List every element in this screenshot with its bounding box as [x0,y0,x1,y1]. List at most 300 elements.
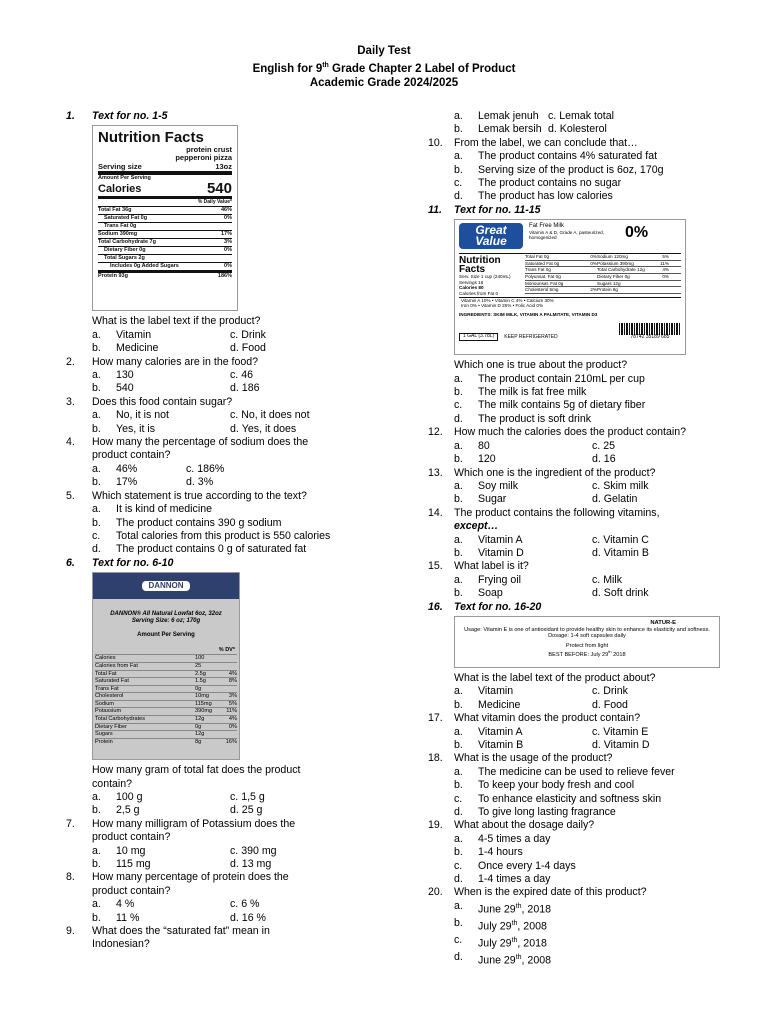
q13-option-b[interactable]: Sugar [478,493,507,506]
opt-letter: d. [230,804,239,817]
q6-option-b[interactable]: 2,5 g [116,804,140,817]
opt-letter: d. [230,422,239,435]
q7-option-b[interactable]: 115 mg [116,857,151,870]
academic-year: Academic Grade 2024/2025 [309,76,459,89]
question-2 [66,356,366,369]
q13-options [454,480,728,507]
q10-option-c[interactable]: The product contains no sugar [478,177,622,190]
opt-letter: c. [592,573,601,586]
q1-option-a[interactable]: Vitamin [116,328,152,341]
nf-calories-label: Calories [98,183,142,196]
q2-option-a[interactable]: 130 [116,369,134,382]
q16-option-a[interactable]: Vitamin [478,685,514,698]
opt-letter: b. [92,516,101,529]
subtitle-sup: th [322,61,329,69]
question-10 [428,137,728,150]
milk-cell: Total Fat 0g [525,254,550,260]
dannon-serving: Serving Size: 6 oz; 170g [131,618,201,625]
dannon-row-amount: 390mg [195,708,213,715]
text-heading: Text for no. 1-5 [92,110,168,122]
question-1 [92,315,366,328]
q-num: 15. [428,560,443,573]
q5-option-a[interactable]: It is kind of medicine [116,503,212,516]
q18-options [454,766,728,820]
nf-row-value: 17% [220,231,232,238]
q-num: 4. [66,436,75,449]
q4-option-c[interactable]: 186% [197,462,225,475]
nf-product: protein crust pepperoni pizza [175,145,232,163]
q17-option-a[interactable]: Vitamin A [478,725,523,738]
opt-letter: b. [92,382,101,395]
dannon-row-name: Calories from Fat [95,662,138,669]
q11-option-d[interactable]: The product is soft drink [478,412,592,425]
dannon-row-amount: 8g [195,738,202,745]
dannon-row [95,715,237,723]
opt-letter: c. [230,790,239,803]
test-header [0,44,768,90]
opt-letter: d. [454,806,463,819]
q-num: 16. [428,600,443,613]
q6-text: How many gram of total fat does the product contain? [92,764,301,790]
q8-option-b[interactable]: 11 % [116,911,140,924]
q4-option-d[interactable]: 3% [197,476,214,489]
q9-option-d[interactable]: Kolesterol [559,123,607,136]
q1-text: What is the label text if the product? [92,315,261,328]
dannon-row-dv: 0% [228,723,237,730]
milk-cell: 2% [590,287,597,293]
nutrition-label-milk [454,219,686,355]
milk-serv: Serv. Size 1 cup (240mL) [459,274,511,280]
nf-row-name: Total Fat 36g [98,207,132,214]
opt-letter: b. [454,779,463,792]
q7-option-d[interactable]: 13 mg [241,857,272,870]
q14-option-d[interactable]: Vitamin B [603,546,649,559]
q3-option-d[interactable]: Yes, it does [241,422,297,435]
q15-options [454,574,728,601]
q4-options [92,463,366,490]
q-num: 9. [66,925,75,937]
q13-option-a[interactable]: Soy milk [478,479,519,492]
q13-option-c[interactable]: Skim milk [603,479,649,492]
nf-row [98,222,232,230]
q6-option-a[interactable]: 100 g [116,790,143,803]
opt-letter: d. [454,190,463,203]
q6-option-c[interactable]: 1,5 g [241,790,265,803]
q8-options [92,898,366,925]
opt-letter: a. [454,899,463,912]
opt-letter: c. [454,859,463,872]
milk-zero-pct: 0% [625,224,649,242]
question-15 [428,560,728,573]
q20-options [454,900,728,968]
q8-option-d[interactable]: 16 % [241,911,266,924]
q16-option-b[interactable]: Medicine [478,698,521,711]
q1-option-b[interactable]: Medicine [116,342,159,355]
q20-option-c[interactable] [478,934,547,951]
question-19 [428,819,728,832]
q4-option-a[interactable]: 46% [116,462,138,475]
opt-letter: c. [230,369,239,382]
q20-option-d[interactable] [478,951,551,968]
milk-cell: Saturated Fat 0g [525,260,560,266]
opt-letter: d. [230,382,239,395]
q-num: 11. [428,203,442,216]
question-1-heading [66,110,366,123]
opt-letter: d. [592,698,601,711]
dannon-row-amount: 2.5g [195,670,206,677]
q18-option-d[interactable]: To give long lasting fragrance [478,806,616,819]
q7-option-c[interactable]: 390 mg [241,844,277,857]
q11-option-c[interactable]: The milk contains 5g of dietary fiber [478,399,646,412]
q8-option-a[interactable]: 4 % [116,898,135,911]
text-heading: Text for no. 16-20 [454,600,542,613]
dannon-row-name: Dietary Fiber [95,723,128,730]
dannon-row [95,692,237,700]
text-heading: Text for no. 6-10 [92,556,174,569]
opt-letter: c. [592,533,601,546]
opt-letter: a. [454,573,463,586]
nf-row [98,270,232,280]
q16-option-c[interactable]: Drink [603,685,628,698]
opt-letter: a. [454,439,463,452]
dannon-row-dv [221,663,237,670]
vite-best-sup: th [608,649,612,655]
dannon-row [95,685,237,693]
opt-letter: c. [454,792,463,805]
text-heading: Text for no. 11-15 [454,203,541,216]
opt-letter: c. [230,409,239,422]
opt-letter: b. [92,857,101,870]
dannon-row-name: Calories [95,655,116,662]
dannon-row-dv: 11% [226,708,237,715]
milk-cell [653,281,669,287]
vitamin-e-label [454,616,720,668]
left-column [66,110,366,952]
q-num: 14. [428,506,443,519]
test-subtitle [0,59,768,76]
nf-calories-value: 540 [206,180,232,198]
dannon-row [95,662,237,670]
question-14 [428,507,728,534]
q-num: 10. [428,136,443,149]
milk-title-1: Nutrition [459,255,501,267]
dannon-row-dv: 8% [228,678,237,685]
vite-dosage: Dosage: 1-4 soft capsules daily [548,633,626,640]
q19-option-a[interactable]: 4-5 times a day [478,832,551,845]
nf-serving-value: 13oz [215,162,232,172]
opt-letter: d. [548,123,557,136]
opt-sup: th [511,936,518,944]
q3-option-b[interactable]: Yes, it is [116,422,156,435]
vite-usage: Usage: Vitamin E is one of antioxidant to provide healthy skin to enhance its elasticity and softness. [464,626,710,633]
q14-option-b[interactable]: Vitamin D [478,546,524,559]
q3-text: Does this food contain sugar? [92,395,233,408]
q5-option-d[interactable]: The product contains 0 g of saturated fat [116,543,307,556]
nf-row-name: Dietary Fiber 0g [104,247,146,254]
q12-option-b[interactable]: 120 [478,453,496,466]
q9-options [454,110,728,137]
dannon-row [95,707,237,715]
q12-options [454,440,728,467]
q16-option-d[interactable]: Food [603,698,628,711]
opt-letter: d. [230,911,239,924]
q16-text: What is the label text of the product about? [454,671,656,684]
question-16 [454,672,728,685]
milk-iron [459,303,681,309]
q19-option-d[interactable]: 1-4 times a day [478,873,551,886]
milk-cell: Sodium 120mg [597,254,628,260]
nutrition-label-dannon [92,572,240,760]
opt-letter: b. [454,846,463,859]
logo-word-1: Great [475,223,507,238]
milk-cell: Dietary Fiber 0g [597,274,630,280]
q18-text: What is the usage of the product? [454,752,613,765]
dannon-row-dv: 4% [228,670,237,677]
nf-row-value: 3% [224,239,232,246]
q12-option-d[interactable]: 16 [603,453,616,466]
q20-option-a[interactable] [478,900,551,917]
dannon-amount: Amount Per Serving [137,631,195,638]
q11-option-b[interactable]: The milk is fat free milk [478,386,587,399]
dannon-row-name: Total Fat [95,670,117,677]
dannon-row-amount: 25 [195,662,202,669]
nf-row-value: 186% [217,273,232,280]
opt-letter: a. [454,150,463,163]
milk-cell: Potassium 390mg [597,260,634,266]
opt-letter: b. [454,386,463,399]
q10-option-b[interactable]: Serving size of the product is 6oz, 170g [478,163,664,176]
q2-option-d[interactable]: 186 [241,382,260,395]
dannon-row-dv: 5% [228,700,237,707]
milk-row [525,274,681,281]
q15-option-a[interactable]: Frying oil [478,573,521,586]
dannon-row-name: Cholesterol [95,693,124,700]
q9-option-b[interactable]: Lemak bersih [478,123,542,136]
q-num: 19. [428,819,443,832]
q14-option-c[interactable]: Vitamin C [603,533,649,546]
q10-option-a[interactable]: The product contains 4% saturated fat [478,150,658,163]
q13-option-d[interactable]: Gelatin [603,493,638,506]
dannon-row-amount: 10mg [195,693,209,700]
q17-option-d[interactable]: Vitamin D [603,739,650,751]
milk-row [525,261,681,268]
q4-text: How many the percentage of sodium does the product contain? [92,436,309,462]
nf-calories [98,182,232,199]
q11-option-a[interactable]: The product contain 210mL per cup [478,372,645,385]
nf-row [98,246,232,254]
opt-letter: c. [592,725,601,738]
dannon-row [95,738,237,746]
right-column [428,110,728,968]
milk-cell: Protein 8g [597,287,618,293]
vite-protect: Protect from light [565,642,609,649]
opt-year: , 2008 [521,954,552,967]
opt-letter: c. [92,529,101,542]
q14-except: except… [454,520,499,533]
q12-text: How much the calories does the product contain? [454,426,687,439]
nf-row-name: Protein 93g [98,273,128,280]
nf-row-name: Total Sugars 2g [104,255,145,262]
milk-cell: Polyunsat. Fat 0g [525,274,561,280]
question-12 [428,426,728,439]
opt-letter: b. [92,422,101,435]
milk-cell: 4% [662,267,669,273]
opt-letter: b. [454,739,463,751]
nf-row-value: 0% [224,215,232,222]
opt-letter: d. [592,739,601,751]
q17-options [454,726,728,753]
q18-option-c[interactable]: To enhance elasticity and softness skin [478,792,662,805]
q9-option-c[interactable]: Lemak total [559,110,614,122]
q17-option-b[interactable]: Vitamin B [478,739,524,751]
nf-amount: Amount Per Serving [98,175,151,182]
dannon-row [95,730,237,738]
opt-date: July 29 [478,937,512,950]
dannon-row [95,670,237,678]
q10-text: From the label, we can conclude that… [454,136,638,149]
q-num: 7. [66,817,75,830]
q19-options [454,833,728,887]
q6-option-d[interactable]: 25 g [241,804,263,817]
q5-option-c[interactable]: Total calories from this product is 550 calories [116,529,331,542]
milk-desc [529,223,615,241]
milk-cell: 0% [590,254,597,260]
dannon-row-name: Potassium [95,708,122,715]
milk-row [525,281,681,288]
opt-letter: b. [92,476,101,489]
opt-letter: a. [92,369,101,382]
q5-option-b[interactable]: The product contains 390 g sodium [116,516,282,529]
opt-date: June 29 [478,954,516,967]
opt-letter: a. [454,533,463,546]
nf-row [98,238,232,246]
opt-letter: c. [454,933,463,946]
milk-cell: 11% [660,260,669,266]
dannon-row-name: Trans Fat [95,685,119,692]
q11-text: Which one is true about the product? [454,359,628,372]
q17-option-c[interactable]: Vitamin E [603,725,649,738]
q3-option-c[interactable]: No, it does not [241,409,310,422]
q20-option-b[interactable] [478,917,547,934]
opt-letter: c. [230,328,239,341]
q13-text: Which one is the ingredient of the product? [454,466,656,479]
q3-option-a[interactable]: No, it is not [116,409,169,422]
dannon-logo: DANNON [142,581,189,590]
milk-keep: KEEP REFRIGERATED [504,334,558,341]
opt-sup: th [515,953,522,961]
q10-option-d[interactable]: The product has low calories [478,190,613,203]
q9-option-a[interactable]: Lemak jenuh [478,110,539,122]
opt-letter: a. [92,462,101,475]
milk-rows [525,254,681,296]
q18-option-b[interactable]: To keep your body fresh and cool [478,779,635,792]
opt-letter: d. [186,476,195,489]
q19-option-b[interactable]: 1-4 hours [478,846,523,859]
opt-letter: c. [592,439,601,452]
opt-letter: c. [186,462,195,475]
opt-letter: c. [230,898,239,911]
q2-options [92,369,366,396]
opt-letter: c. [548,110,557,122]
test-title: Daily Test [357,45,411,57]
milk-cell: Trans Fat 0g [525,267,551,273]
milk-facts-left [459,254,525,296]
opt-sup: th [511,919,518,927]
q12-option-a[interactable]: 80 [478,439,490,452]
milk-iron-text: Iron 0% • Vitamin D 25% • Folic Acid 0% [461,303,544,309]
q19-option-c[interactable]: Once every 1-4 days [478,859,576,872]
nf-row [98,254,232,262]
q-num: 5. [66,489,75,502]
q11-options [454,373,728,427]
opt-letter: d. [230,342,239,355]
dannon-row-name: Saturated Fat [95,678,129,685]
q15-option-b[interactable]: Soap [478,587,503,600]
milk-cell [653,287,669,293]
q4-option-b[interactable]: 17% [116,476,138,489]
opt-letter: d. [230,857,239,870]
q15-option-c[interactable]: Milk [603,573,623,586]
barcode-number: 78742 35189 685 [630,334,670,341]
opt-letter: d. [592,453,601,466]
q7-option-a[interactable]: 10 mg [116,844,146,857]
opt-letter: c. [592,479,601,492]
milk-bottom [459,323,681,341]
opt-letter: a. [92,790,101,803]
nf-row [98,214,232,222]
q15-text: What label is it? [454,560,529,573]
opt-letter: c. [592,685,601,698]
dannon-row-name: Total Carbohydrates [95,716,146,723]
dannon-row-amount: 1.5g [195,678,206,685]
q15-option-d[interactable]: Soft drink [603,587,649,600]
q8-option-c[interactable]: 6 % [241,898,260,911]
q14-option-a[interactable]: Vitamin A [478,533,523,546]
opt-date: July 29 [478,920,512,933]
q18-option-a[interactable]: The medicine can be used to relieve fever [478,765,675,778]
q-num: 18. [428,752,443,765]
q1-option-c[interactable]: Drink [241,328,266,341]
q2-option-c[interactable]: 46 [241,369,253,382]
nf-row-value: 0% [224,247,232,254]
q1-option-d[interactable]: Food [241,342,266,355]
question-3 [66,396,366,409]
opt-letter: d. [592,493,601,506]
question-20 [428,886,728,899]
milk-volume: 1 GAL (3.78L) [459,333,498,341]
question-16-heading [428,601,728,614]
dannon-row-amount: 0g [195,685,202,692]
q12-option-c[interactable]: 25 [603,439,615,452]
opt-letter: a. [454,725,463,738]
subtitle-text: English for 9 [252,62,323,75]
dannon-logo-band [93,573,239,599]
milk-cell: 0% [590,260,597,266]
q2-option-b[interactable]: 540 [116,382,134,395]
barcode [619,323,681,341]
opt-letter: a. [92,503,101,516]
question-17 [428,712,728,725]
q5-text: Which statement is true according to the text? [92,489,307,502]
nf-row-name: Sodium 390mg [98,231,138,238]
opt-letter: b. [454,546,463,559]
opt-letter: c. [230,844,239,857]
q-num: 2. [66,355,75,368]
q17-text: What vitamin does the product contain? [454,712,641,725]
dannon-row-name: Sugars [95,731,113,738]
nf-serving [98,162,232,175]
dannon-row-amount: 100 [195,655,205,662]
